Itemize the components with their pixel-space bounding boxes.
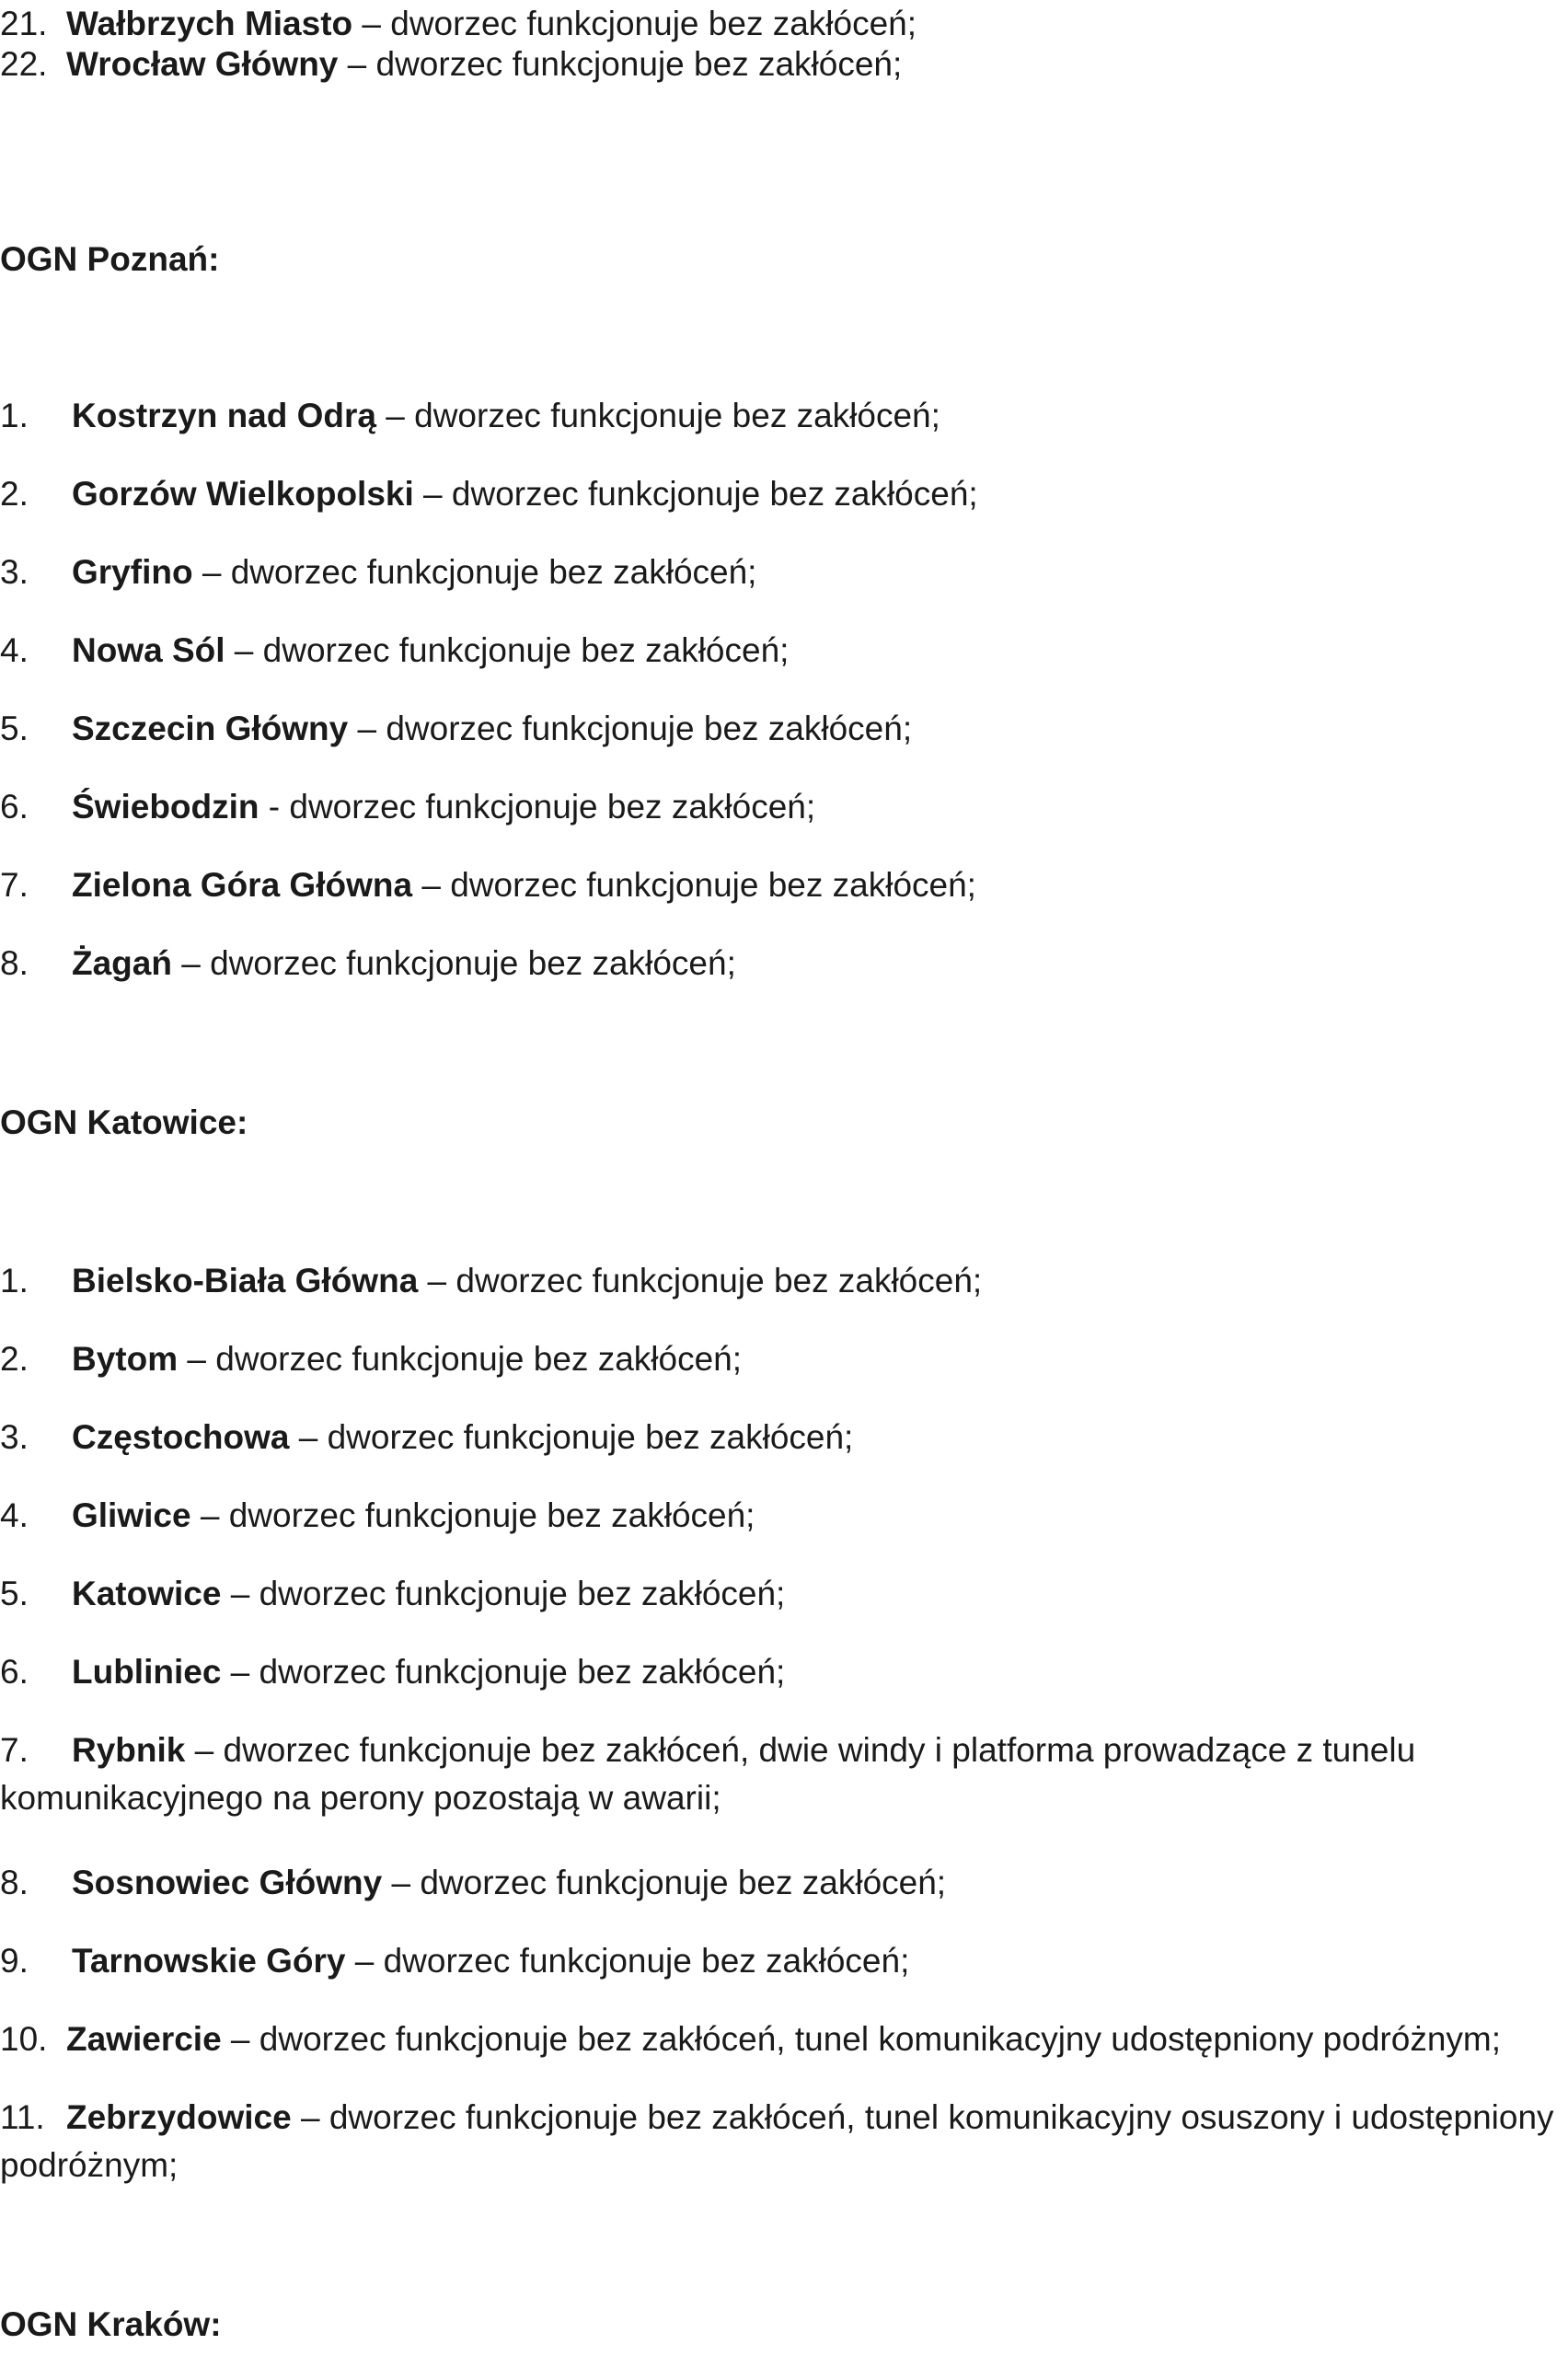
station-status: – dworzec funkcjonuje bez zakłóceń;: [345, 1942, 910, 1980]
station-status: – dworzec funkcjonuje bez zakłóceń;: [348, 710, 913, 747]
item-number: 5.: [0, 710, 29, 747]
list-item: [0, 1648, 785, 1696]
station-name: Katowice: [72, 1575, 222, 1612]
item-number: 3.: [0, 1418, 29, 1456]
list-item: [0, 549, 756, 596]
station-status: – dworzec funkcjonuje bez zakłóceń;: [171, 944, 736, 982]
item-number: 6.: [0, 1653, 29, 1691]
station-status: – dworzec funkcjonuje bez zakłóceń, tunel komunikacyjny osuszony i udostępniony podróżnym;: [0, 2098, 1554, 2184]
list-item: [0, 392, 940, 440]
station-name: Szczecin Główny: [72, 710, 349, 747]
station-name: Zawiercie: [66, 2020, 222, 2058]
section-heading-katowice: OGN Katowice:: [0, 1103, 248, 1141]
item-number: 4.: [0, 1496, 29, 1534]
station-name: Kostrzyn nad Odrą: [72, 397, 376, 434]
station-name: Tarnowskie Góry: [72, 1942, 346, 1980]
station-status: – dworzec funkcjonuje bez zakłóceń;: [221, 1653, 786, 1691]
item-number: 11.: [0, 2098, 45, 2136]
station-status: – dworzec funkcjonuje bez zakłóceń;: [413, 475, 978, 513]
station-status: – dworzec funkcjonuje bez zakłóceń;: [382, 1864, 947, 1901]
list-item: [0, 940, 736, 987]
item-number: 8.: [0, 1864, 29, 1901]
list-item: [0, 2094, 1564, 2189]
station-name: Wałbrzych Miasto: [66, 5, 353, 42]
station-name: Sosnowiec Główny: [72, 1864, 383, 1901]
item-number: 1.: [0, 1262, 29, 1299]
list-item: [0, 1414, 853, 1461]
item-number: 9.: [0, 1942, 29, 1980]
item-number: 5.: [0, 1575, 29, 1612]
list-item: [0, 470, 978, 518]
station-name: Zebrzydowice: [66, 2098, 292, 2136]
item-number: 2.: [0, 475, 29, 513]
station-name: Wrocław Główny: [66, 45, 339, 83]
station-status: – dworzec funkcjonuje bez zakłóceń;: [412, 866, 976, 904]
station-status: – dworzec funkcjonuje bez zakłóceń, dwie windy i platforma prowadzące z tunelu komunikacyjnego na perony pozostają w awarii;: [0, 1731, 1416, 1817]
item-number: 6.: [0, 788, 29, 826]
list-item: [0, 2015, 1501, 2063]
station-status: – dworzec funkcjonuje bez zakłóceń;: [376, 397, 940, 434]
item-number: 10.: [0, 2020, 48, 2058]
list-item: [0, 705, 912, 753]
station-name: Bytom: [72, 1340, 179, 1378]
station-name: Gliwice: [72, 1496, 191, 1534]
station-status: – dworzec funkcjonuje bez zakłóceń;: [190, 1496, 755, 1534]
station-name: Zielona Góra Główna: [72, 866, 413, 904]
station-status: – dworzec funkcjonuje bez zakłóceń;: [418, 1262, 983, 1299]
list-item: [0, 40, 902, 88]
list-item: [0, 861, 976, 909]
item-number: 2.: [0, 1340, 29, 1378]
section-heading-poznan: OGN Poznań:: [0, 240, 220, 278]
section-heading-krakow: OGN Kraków:: [0, 2305, 222, 2343]
station-name: Rybnik: [72, 1731, 186, 1769]
station-status: – dworzec funkcjonuje bez zakłóceń;: [221, 1575, 786, 1612]
station-name: Częstochowa: [72, 1418, 290, 1456]
list-item: [0, 1937, 909, 1985]
list-item: [0, 1859, 946, 1907]
list-item: [0, 1335, 742, 1383]
station-status: - dworzec funkcjonuje bez zakłóceń;: [259, 788, 816, 826]
station-status: – dworzec funkcjonuje bez zakłóceń;: [338, 45, 903, 83]
station-name: Lubliniec: [72, 1653, 222, 1691]
station-name: Świebodzin: [72, 788, 259, 826]
station-status: – dworzec funkcjonuje bez zakłóceń;: [289, 1418, 854, 1456]
item-number: 3.: [0, 553, 29, 591]
station-status: – dworzec funkcjonuje bez zakłóceń, tunel komunikacyjny udostępniony podróżnym;: [221, 2020, 1501, 2058]
list-item: [0, 1257, 982, 1305]
list-item: [0, 783, 815, 831]
station-name: Żagań: [72, 944, 172, 982]
item-number: 7.: [0, 1731, 29, 1769]
station-status: – dworzec funkcjonuje bez zakłóceń;: [225, 631, 790, 669]
station-status: – dworzec funkcjonuje bez zakłóceń;: [192, 553, 757, 591]
station-status: – dworzec funkcjonuje bez zakłóceń;: [352, 5, 917, 42]
item-number: 7.: [0, 866, 29, 904]
item-number: 8.: [0, 944, 29, 982]
item-number: 21.: [0, 5, 48, 42]
station-name: Gryfino: [72, 553, 193, 591]
item-number: 1.: [0, 397, 29, 434]
list-item: [0, 1570, 785, 1618]
station-name: Gorzów Wielkopolski: [72, 475, 414, 513]
station-status: – dworzec funkcjonuje bez zakłóceń;: [178, 1340, 743, 1378]
list-item: [0, 627, 789, 675]
station-name: Bielsko-Biała Główna: [72, 1262, 419, 1299]
station-name: Nowa Sól: [72, 631, 225, 669]
list-item: [0, 1727, 1564, 1822]
list-item: [0, 1492, 755, 1540]
item-number: 22.: [0, 45, 48, 83]
item-number: 4.: [0, 631, 29, 669]
